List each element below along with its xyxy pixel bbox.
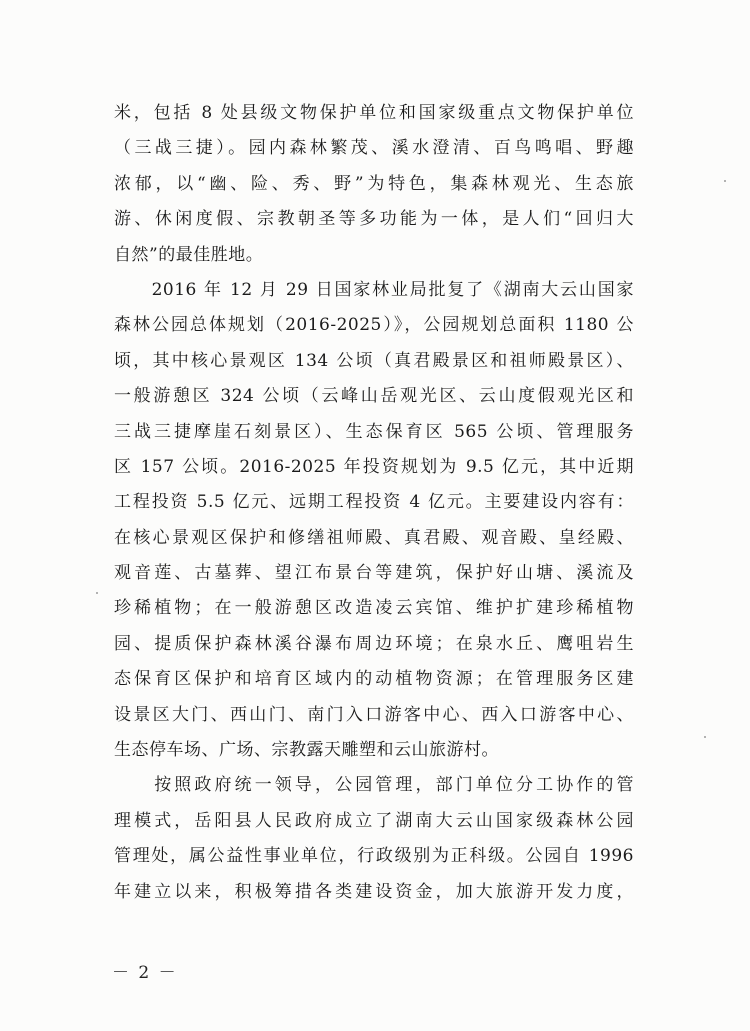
text-line: 区 157 公顷。2016-2025 年投资规划为 9.5 亿元，其中近期 bbox=[114, 456, 634, 477]
text-line: 生态停车场、广场、宗教露天雕塑和云山旅游村。 bbox=[114, 740, 499, 761]
body-text bbox=[114, 96, 634, 910]
text-line: 园、提质保护森林溪谷瀑布周边环境；在泉水丘、鹰咀岩生 bbox=[114, 633, 634, 654]
scan-speck bbox=[704, 736, 706, 738]
text-line: 工程投资 5.5 亿元、远期工程投资 4 亿元。主要建设内容有： bbox=[114, 492, 634, 513]
text-line: 游、休闲度假、宗教朝圣等多功能为一体，是人们“回归大 bbox=[114, 209, 634, 230]
text-line: 理模式，岳阳县人民政府成立了湖南大云山国家级森林公园 bbox=[114, 810, 634, 831]
scan-speck bbox=[96, 592, 98, 594]
text-line: 自然”的最佳胜地。 bbox=[114, 244, 264, 265]
text-line: 管理处，属公益性事业单位，行政级别为正科级。公园自 1996 bbox=[114, 846, 634, 867]
text-line: 珍稀植物；在一般游憩区改造凌云宾馆、维护扩建珍稀植物 bbox=[114, 598, 634, 619]
text-line: 观音莲、古墓葬、望江布景台等建筑，保护好山塘、溪流及 bbox=[114, 563, 634, 584]
text-line: 2016 年 12 月 29 日国家林业局批复了《湖南大云山国家 bbox=[114, 279, 634, 300]
text-line: 顷，其中核心景观区 134 公顷（真君殿景区和祖师殿景区）、 bbox=[114, 350, 634, 371]
scan-speck bbox=[724, 180, 726, 182]
text-line: 米，包括 8 处县级文物保护单位和国家级重点文物保护单位 bbox=[114, 103, 634, 123]
text-line: 森林公园总体规划（2016-2025）》，公园规划总面积 1180 公 bbox=[114, 315, 634, 336]
text-line: 按照政府统一领导，公园管理，部门单位分工协作的管 bbox=[114, 775, 634, 796]
text-line: 年建立以来，积极筹措各类建设资金，加大旅游开发力度， bbox=[114, 881, 634, 902]
paragraph-3 bbox=[114, 768, 634, 910]
page-number: － 2 － bbox=[112, 963, 178, 983]
text-line: 设景区大门、西山门、南门入口游客中心、西入口游客中心、 bbox=[114, 704, 634, 725]
text-line: 态保育区保护和培育区域内的动植物资源；在管理服务区建 bbox=[114, 669, 634, 690]
paragraph-2 bbox=[114, 273, 634, 768]
text-line: （三战三捷）。园内森林繁茂、溪水澄清、百鸟鸣唱、野趣 bbox=[114, 138, 634, 159]
text-line: 三战三捷摩崖石刻景区）、生态保育区 565 公顷、管理服务 bbox=[114, 421, 634, 442]
text-line: 浓郁，以“幽、险、秀、野”为特色，集森林观光、生态旅 bbox=[114, 173, 634, 194]
text-line: 在核心景观区保护和修缮祖师殿、真君殿、观音殿、皇经殿、 bbox=[114, 527, 634, 548]
paragraph-1 bbox=[114, 96, 634, 273]
text-line: 一般游憩区 324 公顷（云峰山岳观光区、云山度假观光区和 bbox=[114, 386, 634, 407]
